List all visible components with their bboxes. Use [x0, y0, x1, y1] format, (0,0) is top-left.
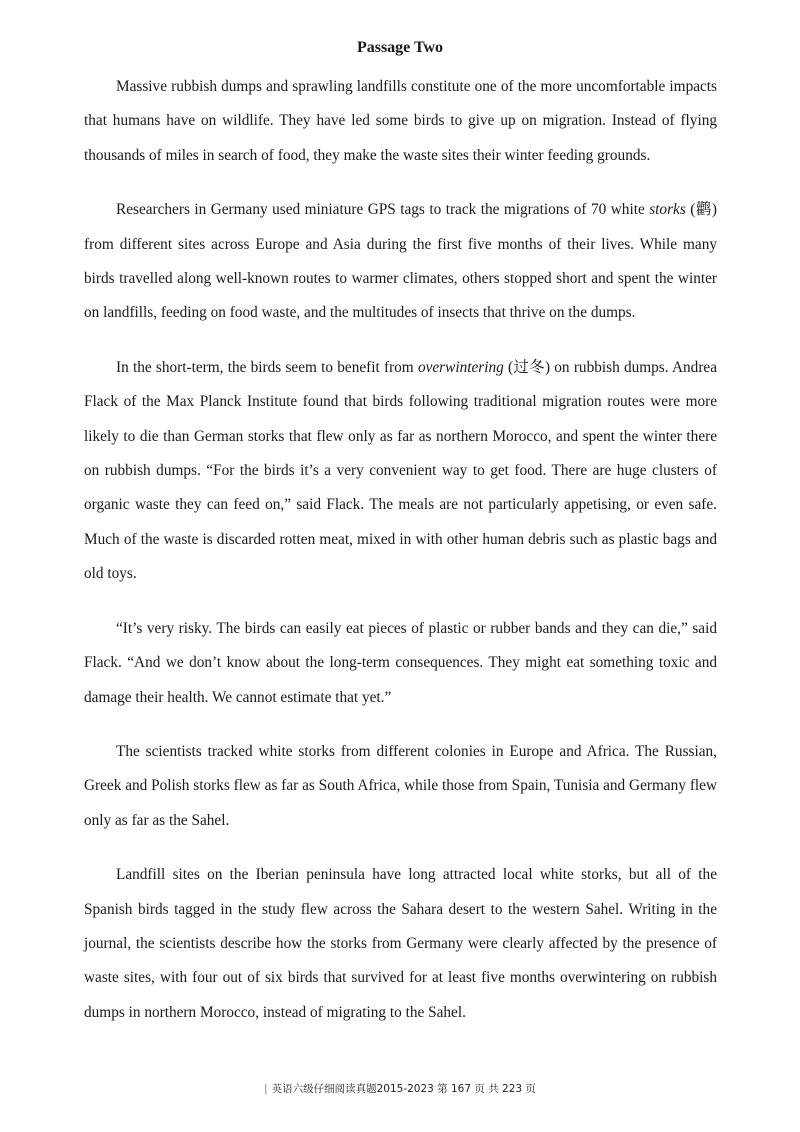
italic-term: storks — [649, 201, 686, 219]
paragraph — [84, 735, 717, 838]
paragraph-text: In the short-term, the birds seem to benefit from — [116, 358, 418, 376]
paragraph-text: (过冬) on rubbish dumps. Andrea Flack of the Max Planck Institute found that birds following traditional migration routes were more likely to die than German storks that flew only as far as northern Morocco, and spent the winter there on rubbish dumps. “For the birds it’s a very convenient way to get food. There are huge clusters of organic waste they can feed on,” said Flack. The meals are not particularly appetising, or even safe. Much of the waste is discarded rotten meat, mixed in with other human debris such as plastic bags and old toys. — [84, 358, 717, 583]
footer-separator: | — [264, 1083, 268, 1095]
passage-title: Passage Two — [356, 39, 444, 56]
paragraph — [84, 193, 717, 331]
italic-term: overwintering — [417, 358, 504, 376]
page-footer — [0, 1081, 800, 1097]
paragraph — [84, 858, 717, 1030]
paragraph — [84, 70, 717, 173]
passage-body — [84, 70, 717, 1030]
footer-page-info: 英语六级仔细阅读真题2015-2023 第 167 页 共 223 页 — [271, 1083, 536, 1095]
paragraph — [84, 612, 717, 715]
paragraph-text: Researchers in Germany used miniature GPS tags to track the migrations of 70 white — [116, 201, 650, 219]
paragraph-text: “It’s very risky. The birds can easily eat pieces of plastic or rubber bands and they can die,” said Flack. “And we don’t know about the long-term consequences. They might eat something toxic and damage their health. We cannot estimate that yet.” — [84, 619, 717, 706]
paragraph-text: (鹳) from different sites across Europe and Asia during the first five months of their lives. While many birds travelled along well-known routes to warmer climates, others stopped short and spent the winter on landfills, feeding on food waste, and the multitudes of insects that thrive on the dumps. — [84, 201, 718, 322]
paragraph-text: Landfill sites on the Iberian peninsula have long attracted local white storks, but all of the Spanish birds tagged in the study flew across the Sahara desert to the western Sahel. Writing in the journal, the scientists describe how the storks from Germany were clearly affected by the presence of waste sites, with four out of six birds that survived for at least five months overwintering on rubbish dumps in northern Morocco, instead of migrating to the Sahel. — [84, 866, 717, 1021]
paragraph-text: Massive rubbish dumps and sprawling landfills constitute one of the more uncomfortable impacts that humans have on wildlife. They have led some birds to give up on migration. Instead of flying thousands of miles in search of food, they make the waste sites their winter feeding grounds. — [84, 78, 717, 164]
paragraph-text: The scientists tracked white storks from different colonies in Europe and Africa. The Russian, Greek and Polish storks flew as far as South Africa, while those from Spain, Tunisia and Germany flew only as far as the Sahel. — [84, 742, 717, 829]
paragraph — [84, 351, 717, 592]
